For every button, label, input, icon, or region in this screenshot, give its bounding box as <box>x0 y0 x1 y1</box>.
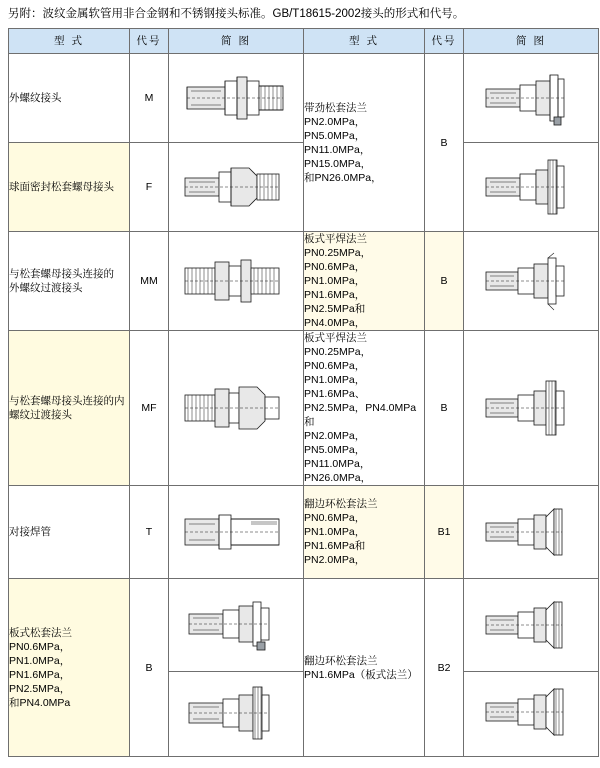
cell-type-lap-joint-flange-2: 翻边环松套法兰 PN1.6MPa（板式法兰） <box>304 579 425 757</box>
cell-type-plate-welding-flange: 板式平焊法兰 PN0.25MPa，PN0.6MPa， PN1.0MPa，PN1.6MPa， PN2.5MPa和PN4.0MPa， <box>304 232 425 331</box>
figure-female-transition-adapter <box>169 331 304 486</box>
figure-lap-joint-flange-2b <box>464 672 599 757</box>
cell-code-F: F <box>130 143 169 232</box>
header-figure-right: 简 图 <box>464 29 599 54</box>
figure-lap-joint-flange <box>464 486 599 579</box>
fittings-table <box>8 28 599 757</box>
cell-code-MM: MM <box>130 232 169 331</box>
cell-code-ribbed-flange: B <box>425 54 464 232</box>
cell-type-MM: 与松套螺母接头连接的 外螺纹过渡接头 <box>9 232 130 331</box>
cell-code-plate-welding-flange: B <box>425 232 464 331</box>
cell-code-plate-welding-flange-2: B <box>425 331 464 486</box>
cell-code-MF: MF <box>130 331 169 486</box>
figure-plate-welding-flange <box>464 232 599 331</box>
cell-type-MF: 与松套螺母接头连接的内 螺纹过渡接头 <box>9 331 130 486</box>
cell-code-T: T <box>130 486 169 579</box>
header-code-right: 代号 <box>425 29 464 54</box>
header-row <box>9 29 599 54</box>
figure-butt-weld-pipe <box>169 486 304 579</box>
cell-type-M: 外螺纹接头 <box>9 54 130 143</box>
table-body <box>9 54 599 757</box>
cell-code-M: M <box>130 54 169 143</box>
cell-code-lap-joint-flange: B1 <box>425 486 464 579</box>
table-row <box>9 579 599 672</box>
header-type-left: 型 式 <box>9 29 130 54</box>
figure-male-transition-adapter <box>169 232 304 331</box>
cell-code-lap-joint-flange-2: B2 <box>425 579 464 757</box>
cell-type-plate-welding-flange-2: 板式平焊法兰 PN0.25MPa，PN0.6MPa， PN1.0MPa，PN1.6MPa、 PN2.5MPa，PN4.0MPa和 PN2.0MPa，PN5.0MPa， PN11.0MPa，PN26.0MPa， <box>304 331 425 486</box>
figure-spherical-seal-union-nut <box>169 143 304 232</box>
header-code-left: 代号 <box>130 29 169 54</box>
cell-code-plate-loose-flange: B <box>130 579 169 757</box>
figure-ribbed-loose-flange <box>464 54 599 143</box>
figure-lap-joint-flange-2 <box>464 579 599 672</box>
header-type-right: 型 式 <box>304 29 425 54</box>
page-caption: 另附：波纹金属软管用非合金钢和不锈钢接头标准。GB/T18615-2002接头的形式和代号。 <box>8 8 465 20</box>
figure-male-thread-connector <box>169 54 304 143</box>
figure-plate-welding-flange-2 <box>464 331 599 486</box>
figure-plate-loose-flange-2 <box>169 672 304 757</box>
figure-plate-loose-flange <box>169 579 304 672</box>
table-row <box>9 54 599 143</box>
cell-type-plate-loose-flange: 板式松套法兰 PN0.6MPa，PN1.0MPa， PN1.6MPa，PN2.5MPa， 和PN4.0MPa <box>9 579 130 757</box>
table-row <box>9 331 599 486</box>
figure-ribbed-loose-flange-2 <box>464 143 599 232</box>
cell-type-lap-joint-flange: 翻边环松套法兰 PN0.6MPa，PN1.0MPa， PN1.6MPa和PN2.0MPa， <box>304 486 425 579</box>
table-header <box>9 29 599 54</box>
cell-type-F: 球面密封松套螺母接头 <box>9 143 130 232</box>
cell-type-T: 对接焊管 <box>9 486 130 579</box>
table-row <box>9 486 599 579</box>
cell-type-ribbed-flange: 带劲松套法兰 PN2.0MPa，PN5.0MPa， PN11.0MPa，PN15.0MPa， 和PN26.0MPa， <box>304 54 425 232</box>
table-row <box>9 232 599 331</box>
header-figure-left: 简 图 <box>169 29 304 54</box>
